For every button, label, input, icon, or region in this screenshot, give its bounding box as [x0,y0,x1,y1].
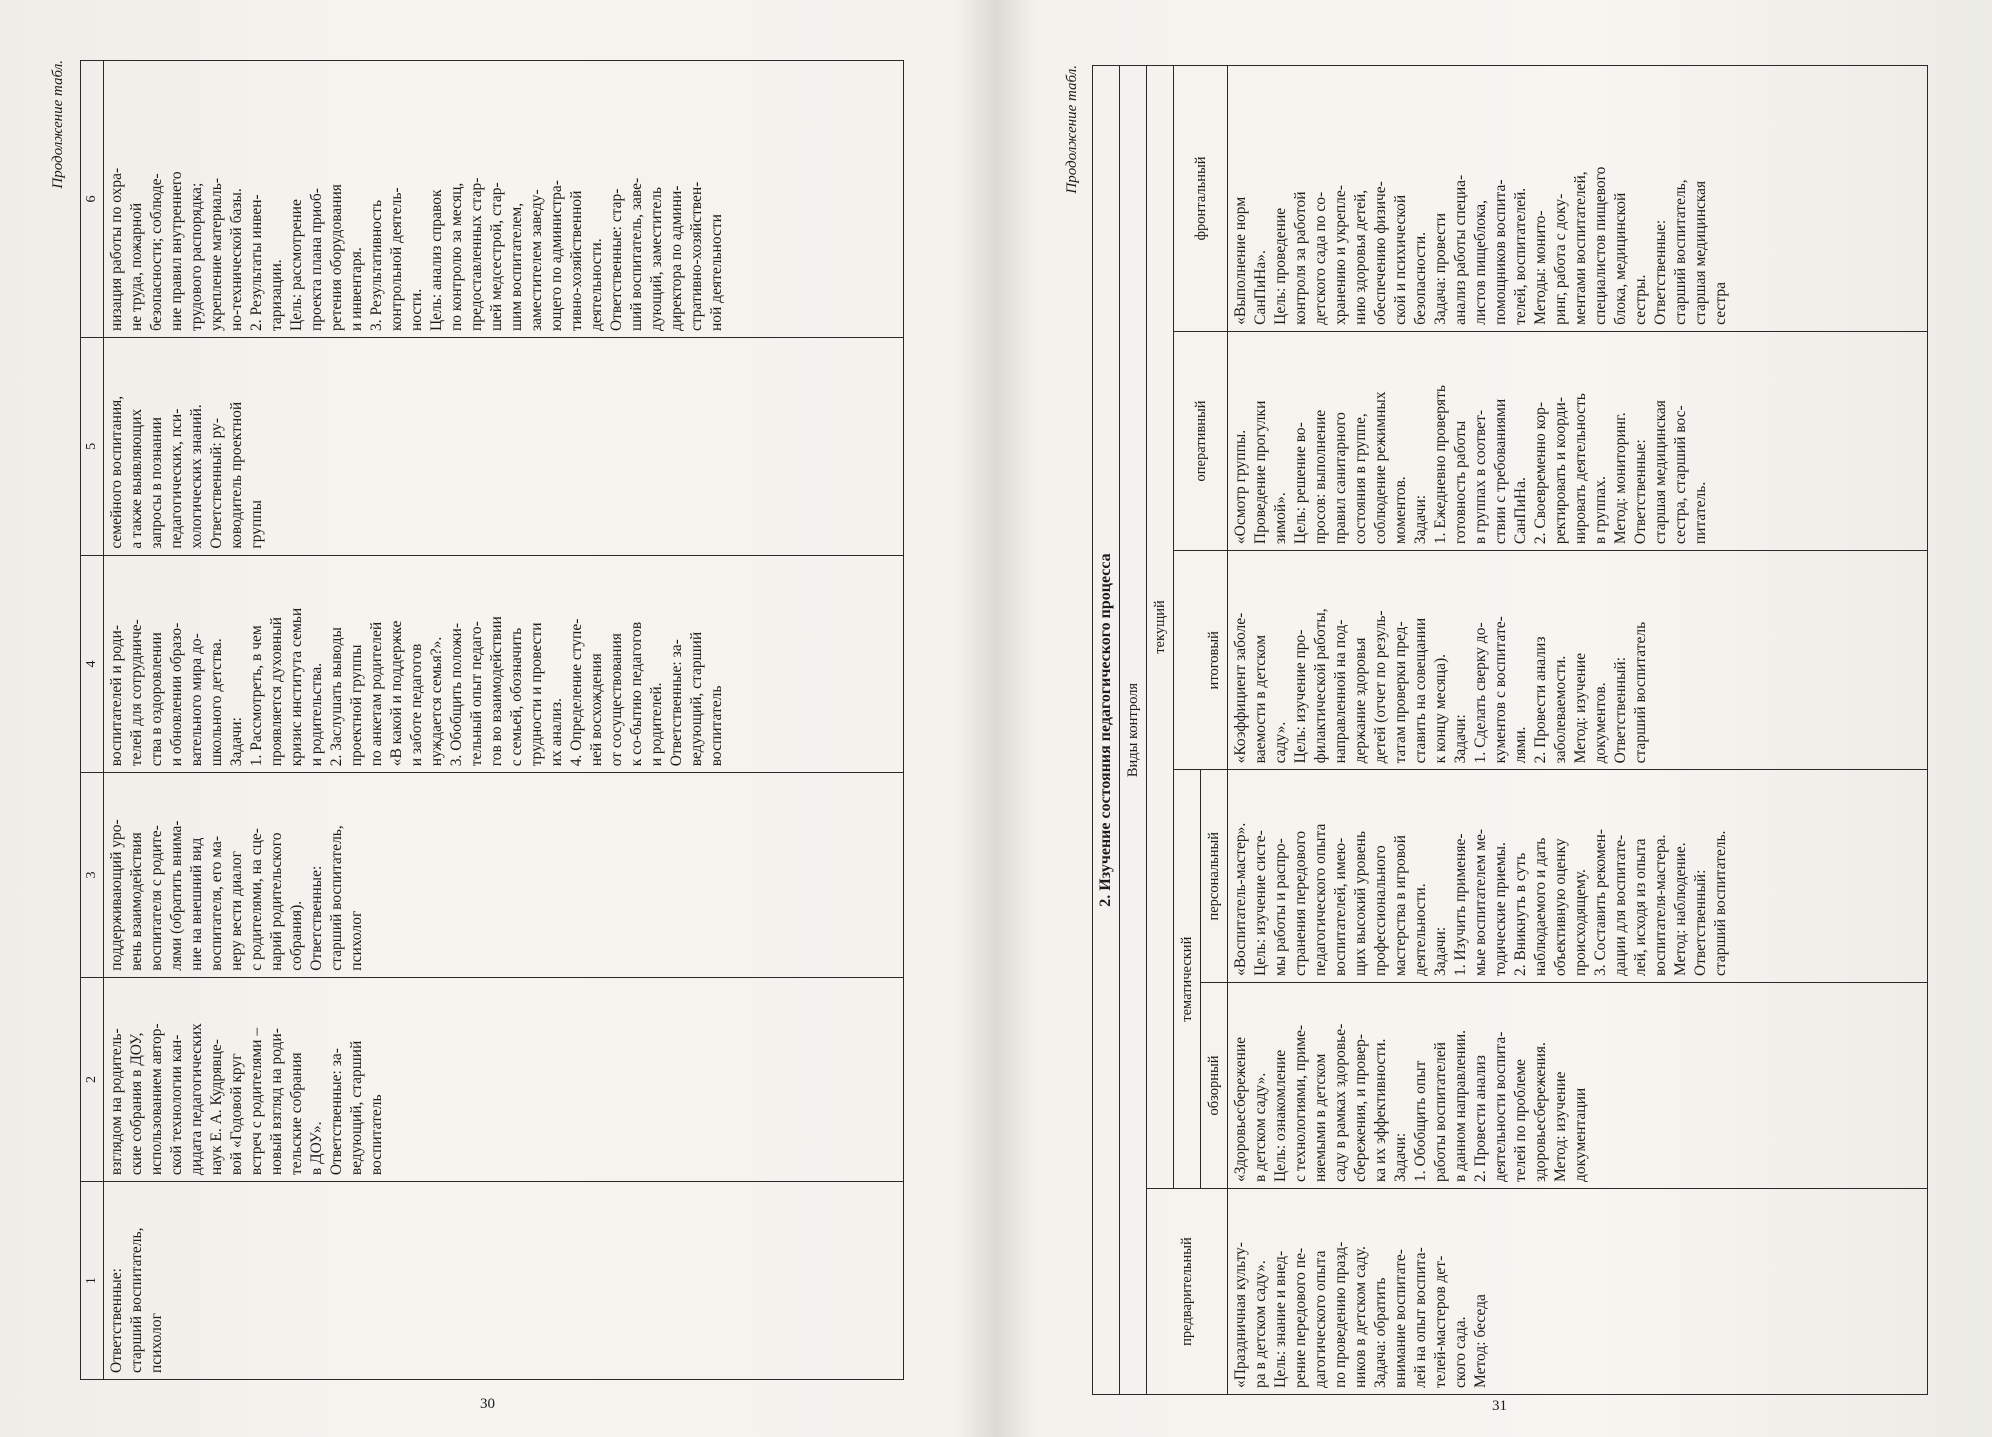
table-cell: Ответственные: старший воспитатель, психолог [104,1182,904,1380]
table-row [1228,66,1928,1395]
left-page [0,0,990,1437]
column-number: 2 [81,977,104,1181]
header-row [1147,66,1174,1395]
thematic-header: тематический [1174,770,1201,1189]
table-cell: воспитателей и роди- телей для сотрудниче- ства в оздоровлении и обновлении образо- вательного мира до- школьного детства. Задачи: 1. Рассмотреть, в чем проявляется духовный кризис института семьи и родительства. 2. Заслушать выводы проектной группы по анкетам родителей «В какой и поддержке и заботе педагогов нуждается семья?». 3. Обобщить положи- тельный опыт педаго- гов во взаимодействии с семьей, обозначить трудности и провести их анализ. 4. Определение ступе- ней восхождения от сосуществования к со-бытию педагогов и родителей. Ответственные: за- ведующий, старший воспитатель [104,555,904,773]
preliminary-header: предварительный [1147,1189,1228,1395]
overview-header: обзорный [1201,983,1228,1189]
table-cell: «Праздничная культу- ра в детском саду». Цель: знание и внед- рение передового пе- дагогического опыта по проведению празд- ников в детском саду. Задача: обратить внимание воспитате- лей на опыт воспита- телей-мастеров дет- ского сада. Метод: беседа [1228,1189,1928,1395]
column-number: 6 [81,61,104,338]
column-number: 3 [81,773,104,977]
final-header: итоговый [1174,551,1228,770]
plan-table [80,60,904,1380]
header-row [1120,66,1147,1395]
table-cell: взглядом на родитель- ские собрания в ДОУ, использованием автор- ской технологии кан- дидата педагогических наук Е. А. Кудрявце- вой «Годовой круг встреч с родителями – новый взгляд на роди- тельские собрания в ДОУ». Ответственные: за- ведующий, старший воспитатель [104,977,904,1181]
column-number: 4 [81,555,104,773]
table-cell: «Осмотр группы. Проведение прогулки зимой». Цель: решение во- просов: выполнение правил санитарного состояния в группе, соблюдение режимных моментов. Задачи: 1. Ежедневно проверять готовность работы в группах в соответ- ствии с требованиями СанПиНа. 2. Своевременно кор- ректировать и коорди- нировать деятельность в группах. Метод: мониторинг. Ответственные: старшая медицинская сестра, старший вос- питатель. [1228,331,1928,550]
column-number: 1 [81,1182,104,1380]
page-number: 30 [480,1396,495,1412]
running-head: Продолжение табл. [1064,65,1080,194]
section-title: 2. Изучение состояния педагогического процесса [1092,65,1119,1395]
right-page-rotated-content [1064,65,1952,1395]
running-head: Продолжение табл. [50,60,66,189]
table-cell: «Коэффициент заболе- ваемости в детском саду». Цель: изучение про- филактической работы, направленной на под- держание здоровья детей (отчет по резуль- татам проверки пред- ставить на совещании к концу месяца). Задачи: 1. Сделать сверку до- кументов с воспитате- лями. 2. Провести анализ заболеваемости. Метод: изучение документов. Ответственный: старший воспитатель [1228,551,1928,770]
table-cell: низация работы по охра- не труда, пожарной безопасности; соблюде- ние правил внутреннего трудового распорядка; укрепление материаль- но-технической базы. 2. Результаты инвен- таризации. Цель: рассмотрение проекта плана приоб- ретения оборудования и инвентаря. 3. Результативность контрольной деятель- ности. Цель: анализ справок по контролю за месяц, предоставленных стар- шей медсестрой, стар- шим воспитателем, заместителем заведу- ющего по администра- тивно-хозяйственной деятельности. Ответственные: стар- ший воспитатель, заве- дующий, заместитель директора по админи- стративно-хозяйствен- ной деятельности [104,61,904,338]
column-number: 5 [81,338,104,556]
frontal-header: фронтальный [1174,66,1228,332]
column-number-row [81,61,104,1380]
control-kinds-header: Виды контроля [1120,66,1147,1395]
table-row [104,61,904,1380]
table-cell: «Здоровьесбережение в детском саду». Цель: ознакомление с технологиями, приме- няемыми в детском саду в рамках здоровье- сбережения, и провер- ка их эффективности. Задачи: 1. Обобщить опыт работы воспитателей в данном направлении. 2. Провести анализ деятельности воспита- телей по проблеме здоровьесбережения. Метод: изучение документации [1228,983,1928,1189]
left-page-rotated-content [50,60,940,1380]
right-page [1002,0,1992,1437]
current-header: текущий [1147,66,1174,1189]
control-table [1119,65,1928,1395]
table-cell: поддерживающий уро- вень взаимодействия воспитателя с родите- лями (обратить внима- ние на внешний вид воспитателя, его ма- неру вести диалог с родителями, на сце- нарий родительского собрания). Ответственные: старший воспитатель, психолог [104,773,904,977]
personal-header: персональный [1201,770,1228,983]
table-cell: «Воспитатель-мастер». Цель: изучение систе- мы работы и распро- странения передового педагогического опыта воспитателей, имею- щих высокий уровень профессионального мастерства в игровой деятельности. Задачи: 1. Изучить применяе- мые воспитателем ме- тодические приемы. 2. Вникнуть в суть наблюдаемого и дать объективную оценку происходящему. 3. Составить рекомен- дации для воспитате- лей, исходя из опыта воспитателя-мастера. Метод: наблюдение. Ответственный: старший воспитатель. [1228,770,1928,983]
operational-header: оперативный [1174,331,1228,550]
table-cell: семейного воспитания, а также выявляющих запросы в познании педагогических, пси- хологических знаний. Ответственный: ру- ководитель проектной группы [104,338,904,556]
table-cell: «Выполнение норм СанПиНа». Цель: проведение контроля за работой детского сада по со- хранению и укрепле- нию здоровья детей, обеспечению физиче- ской и психической безопасности. Задача: провести анализ работы специа- листов пищеблока, помощников воспита- телей, воспитателей. Методы: монито- ринг, работа с доку- ментами воспитателей, специалистов пищевого блока, медицинской сестры. Ответственные: старший воспитатель, старшая медицинская сестра [1228,66,1928,332]
page-number: 31 [1492,1398,1507,1414]
